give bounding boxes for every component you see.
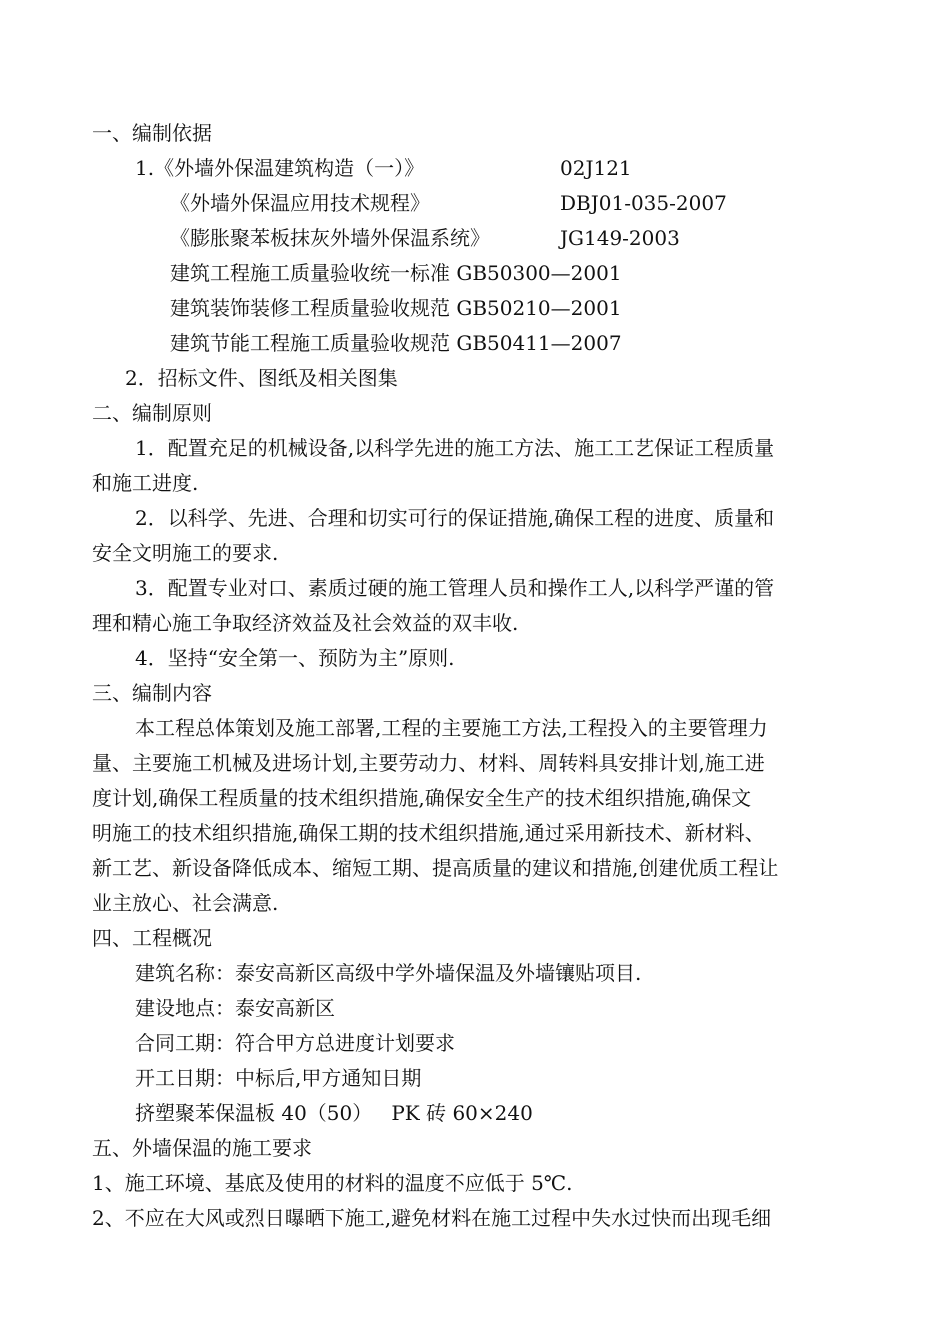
paragraph-line: 本工程总体策划及施工部署,工程的主要施工方法,工程投入的主要管理力 — [135, 716, 768, 740]
requirement-line: 2、不应在大风或烈日曝晒下施工,避免材料在施工过程中失水过快而出现毛细 — [92, 1206, 772, 1230]
section-heading-1: 一、编制依据 — [92, 121, 212, 145]
requirement-line: 1、施工环境、基底及使用的材料的温度不应低于 5℃. — [92, 1171, 573, 1195]
section-heading-5: 五、外墙保温的施工要求 — [92, 1136, 312, 1160]
reference-title: 1.《外墙外保温建筑构造（一）》 — [135, 156, 425, 180]
project-info-line: 建筑名称：泰安高新区高级中学外墙保温及外墙镶贴项目. — [135, 961, 642, 985]
project-info-line: 开工日期：中标后,甲方通知日期 — [135, 1066, 422, 1090]
reference-code: DBJ01-035-2007 — [560, 191, 727, 215]
paragraph-line: 度计划,确保工程质量的技术组织措施,确保安全生产的技术组织措施,确保文 — [92, 786, 752, 810]
paragraph-line: 量、主要施工机械及进场计划,主要劳动力、材料、周转料具安排计划,施工进 — [92, 751, 765, 775]
paragraph-line: 安全文明施工的要求. — [92, 541, 279, 565]
reference-title: 《外墙外保温应用技术规程》 — [170, 191, 430, 215]
project-info-line: 挤塑聚苯保温板 40（50） PK 砖 60×240 — [135, 1101, 533, 1125]
standard-line: 建筑工程施工质量验收统一标准 GB50300—2001 — [170, 261, 622, 285]
reference-title: 《膨胀聚苯板抹灰外墙外保温系统》 — [170, 226, 490, 250]
list-item: 2．招标文件、图纸及相关图集 — [125, 366, 398, 390]
paragraph-line: 理和精心施工争取经济效益及社会效益的双丰收. — [92, 611, 519, 635]
section-heading-4: 四、工程概况 — [92, 926, 212, 950]
section-heading-3: 三、编制内容 — [92, 681, 212, 705]
project-info-line: 建设地点：泰安高新区 — [135, 996, 335, 1020]
paragraph-line: 新工艺、新设备降低成本、缩短工期、提高质量的建议和措施,创建优质工程让 — [92, 856, 779, 880]
paragraph-line: 2．以科学、先进、合理和切实可行的保证措施,确保工程的进度、质量和 — [135, 506, 775, 530]
reference-code: 02J121 — [560, 156, 632, 180]
paragraph-line: 1．配置充足的机械设备,以科学先进的施工方法、施工工艺保证工程质量 — [135, 436, 775, 460]
paragraph-line: 3．配置专业对口、素质过硬的施工管理人员和操作工人,以科学严谨的管 — [135, 576, 775, 600]
paragraph-line: 4．坚持“安全第一、预防为主”原则. — [135, 646, 455, 670]
project-info-line: 合同工期：符合甲方总进度计划要求 — [135, 1031, 455, 1055]
section-heading-2: 二、编制原则 — [92, 401, 212, 425]
standard-line: 建筑装饰装修工程质量验收规范 GB50210—2001 — [170, 296, 622, 320]
paragraph-line: 和施工进度. — [92, 471, 199, 495]
standard-line: 建筑节能工程施工质量验收规范 GB50411—2007 — [170, 331, 622, 355]
paragraph-line: 明施工的技术组织措施,确保工期的技术组织措施,通过采用新技术、新材料、 — [92, 821, 765, 845]
paragraph-line: 业主放心、社会满意. — [92, 891, 279, 915]
reference-code: JG149-2003 — [560, 226, 680, 250]
